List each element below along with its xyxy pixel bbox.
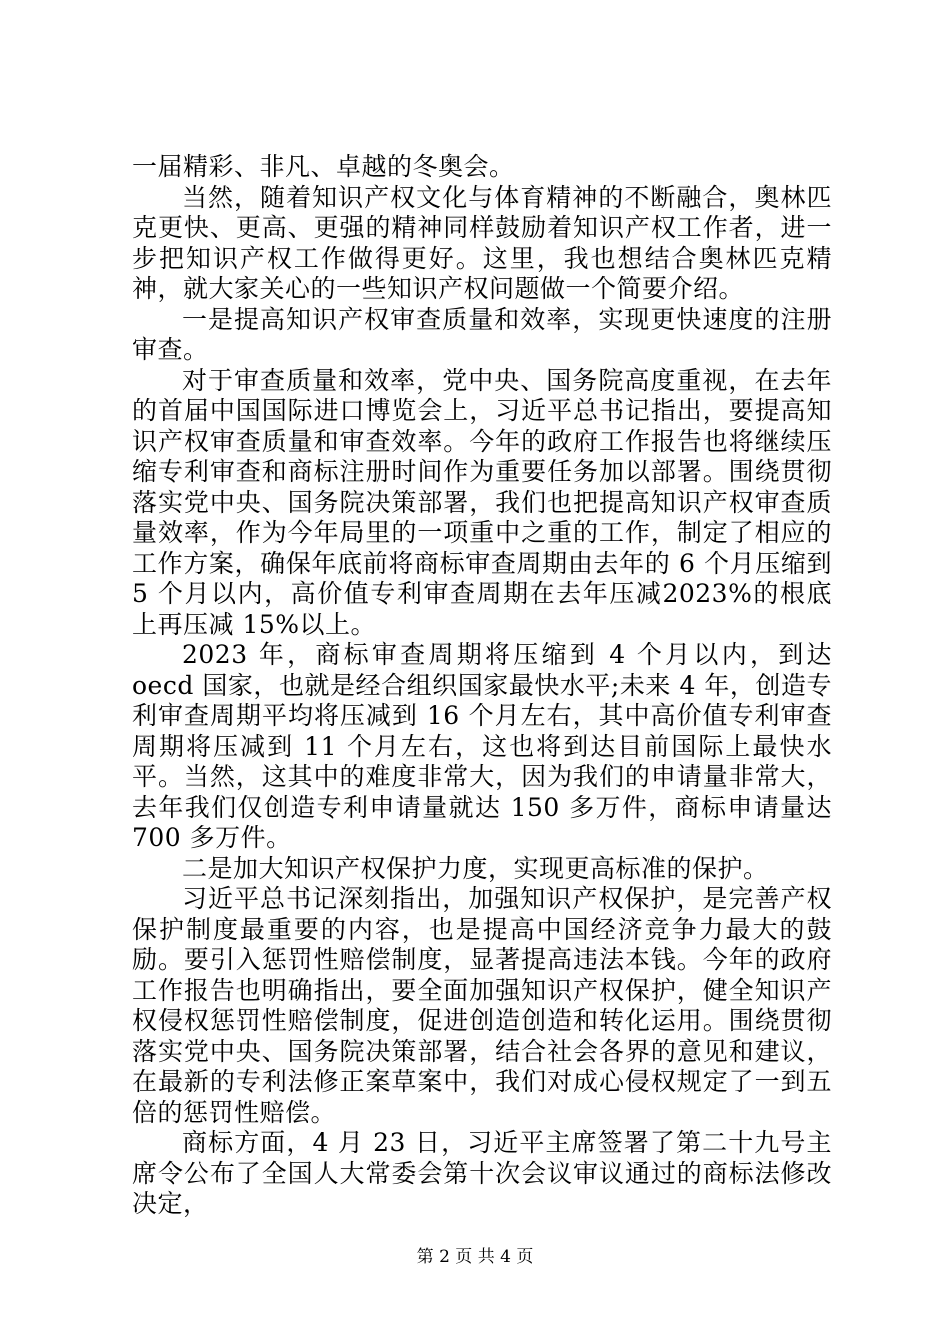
paragraph-7: 习近平总书记深刻指出，加强知识产权保护，是完善产权保护制度最重要的内容，也是提高中国经济竞争力最大的鼓励。要引入惩罚性赔偿制度，显著提高违法本钱。今年的政府工作报告也明确指出，要全面加强知识产权保护，健全知识产权侵权惩罚性赔偿制度，促进创造创造和转化运用。围绕贯彻落实党中央、国务院决策部署，结合社会各界的意见和建议，在最新的专利法修正案草案中，我们对成心侵权规定了一到五倍的惩罚性赔偿。 [132, 884, 832, 1127]
paragraph-3-heading-one: 一是提高知识产权审查质量和效率，实现更快速度的注册审查。 [132, 304, 832, 364]
paragraph-1: 一届精彩、非凡、卓越的冬奥会。 [132, 152, 515, 181]
paragraph-8: 商标方面，4 月 23 日，习近平主席签署了第二十九号主席令公布了全国人大常委会第十次会议审议通过的商标法修改决定， [132, 1128, 832, 1218]
document-body [132, 152, 832, 1220]
paragraph-5: 2023 年，商标审查周期将压缩到 4 个月以内，到达 oecd 国家，也就是经合组织国家最快水平;未来 4 年，创造专利审查周期平均将压减到 16 个月左右，其中高价值专利审查周期将压减到 11 个月左右，这也将到达目前国际上最快水平。当然，这其中的难度非常大，因为我们的申请量非常大，去年我们仅创造专利申请量就达 150 多万件，商标申请量达 700 多万件。 [132, 640, 832, 852]
paragraph-2: 当然，随着知识产权文化与体育精神的不断融合，奥林匹克更快、更高、更强的精神同样鼓励着知识产权工作者，进一步把知识产权工作做得更好。这里，我也想结合奥林匹克精神，就大家关心的一些知识产权问题做一个简要介绍。 [132, 182, 832, 303]
paragraph-6-heading-two: 二是加大知识产权保护力度，实现更高标准的保护。 [182, 853, 769, 883]
page-footer: 第 2 页 共 4 页 [416, 1247, 534, 1267]
paragraph-4: 对于审查质量和效率，党中央、国务院高度重视，在去年的首届中国国际进口博览会上，习近平总书记指出，要提高知识产权审查质量和审查效率。今年的政府工作报告也将继续压缩专利审查和商标注册时间作为重要任务加以部署。围绕贯彻落实党中央、国务院决策部署，我们也把提高知识产权审查质量效率，作为今年局里的一项重中之重的工作，制定了相应的工作方案，确保年底前将商标审查周期由去年的 6 个月压缩到 5 个月以内，高价值专利审查周期在去年压减2023%的根底上再压减 15%以上。 [132, 365, 832, 639]
